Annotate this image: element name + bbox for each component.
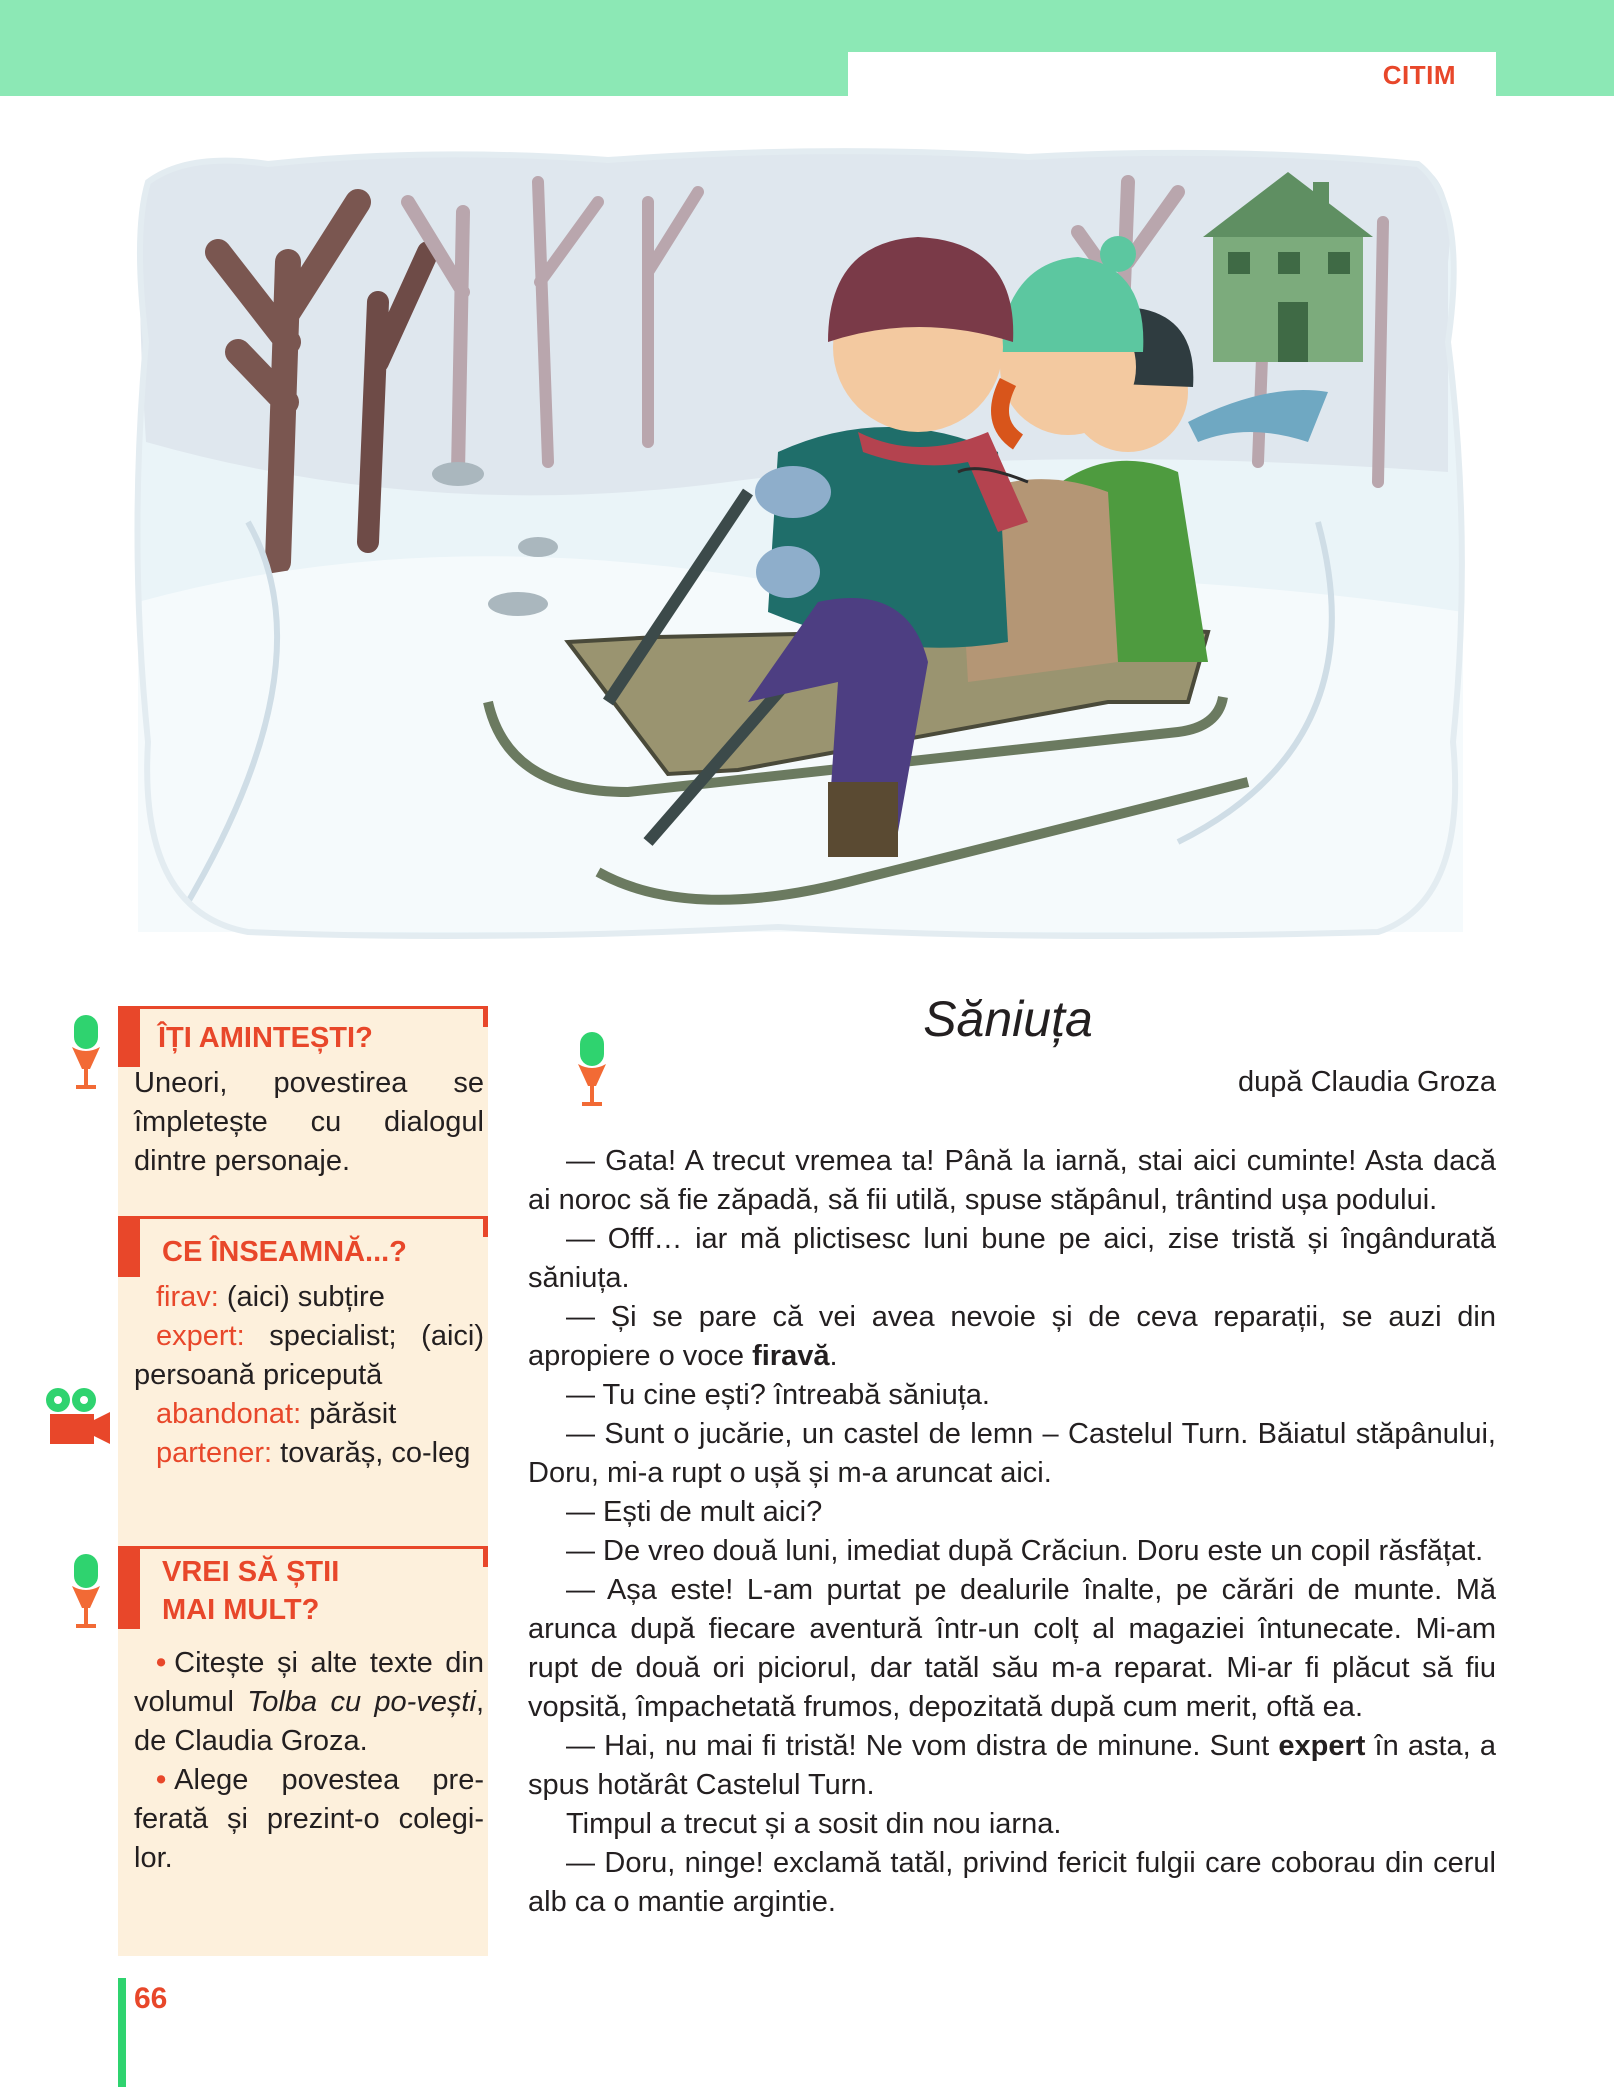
film-camera-icon [40,1386,114,1448]
more-bullet-2: • Alege povestea pre-ferată și prezint-o colegi-lor. [134,1764,484,1874]
story-paragraph: — Ești de mult aici? [566,1496,823,1528]
story-paragraph: Timpul a trecut și a sosit din nou iarna. [566,1808,1062,1840]
page-number: 66 [134,1982,168,2015]
microphone-icon [66,1552,106,1630]
glossary-title: CE ÎNSEAMNĂ...? [162,1236,407,1268]
story-paragraph: — Hai, nu mai fi tristă! Ne vom distra de minune. Sunt expert în asta, a spus hotărât Castelul Turn. [528,1730,1496,1801]
story-author: după Claudia Groza [1238,1066,1496,1098]
glossary-entry: partener: tovarăș, co-leg [156,1437,471,1469]
story-paragraph: — Tu cine ești? întreabă săniuța. [566,1379,990,1411]
section-tab [848,52,1496,98]
remember-text: Uneori, povestirea se împletește cu dialogul dintre personaje. [134,1067,484,1177]
story-paragraph: — Și se pare că vei avea nevoie și de ceva reparații, se auzi din apropiere o voce firavă. [528,1301,1496,1372]
more-header [118,1546,488,1629]
glossary-header [118,1216,488,1277]
microphone-icon [66,1013,106,1091]
story-paragraph: — Doru, ninge! exclamă tatăl, privind fericit fulgii care coborau din cerul alb ca o mantie argintie. [528,1847,1496,1918]
glossary-entry: abandonat: părăsit [156,1398,397,1430]
sled-illustration [128,142,1473,942]
story-paragraph: — De vreo două luni, imediat după Crăciun. Doru este un copil răsfățat. [566,1535,1484,1567]
glossary-entry: expert: specialist; (aici) persoană pricepută [134,1320,484,1391]
page-accent-bar [118,1978,126,2087]
sidebar-box [118,1006,488,1956]
story-paragraph: — Așa este! L-am purtat pe dealurile înalte, pe cărări de munte. Mă arunca după fiecare aventură într-un colț al magaziei întunecate. Mi-am rupt de două ori piciorul, dar tatăl său m-a reparat. Mi-ar fi plăcut să fiu vopsită, împachetată frumos, depozitată după cum merit, oftă ea. [528,1574,1496,1723]
story-body [528,1142,1496,1922]
story-paragraph: — Gata! A trecut vremea ta! Până la iarnă, stai aici cuminte! Asta dacă ai noroc să fie zăpadă, să fii utilă, spuse stăpânul, trântind ușa podului. [528,1145,1496,1216]
remember-header [118,1006,488,1067]
section-label: CITIM [1382,60,1456,90]
story-paragraph: — Offf… iar mă plictisesc luni bune pe aici, zise tristă și îngândurată săniuța. [528,1223,1496,1294]
story-paragraph: — Sunt o jucărie, un castel de lemn – Castelul Turn. Băiatul stăpânului, Doru, mi-a rupt o ușă și m-a aruncat aici. [528,1418,1496,1489]
story-title: Săniuța [923,991,1093,1047]
more-title: VREI SĂ ȘTII MAI MULT? [162,1556,340,1626]
more-bullet-1: • Citește și alte texte din volumul Tolba cu po-vești, de Claudia Groza. [134,1647,484,1757]
glossary-list [134,1278,484,1473]
glossary-entry: firav: (aici) subțire [156,1281,385,1313]
remember-title: ÎȚI AMINTEȘTI? [158,1022,373,1054]
microphone-icon [572,1030,612,1108]
